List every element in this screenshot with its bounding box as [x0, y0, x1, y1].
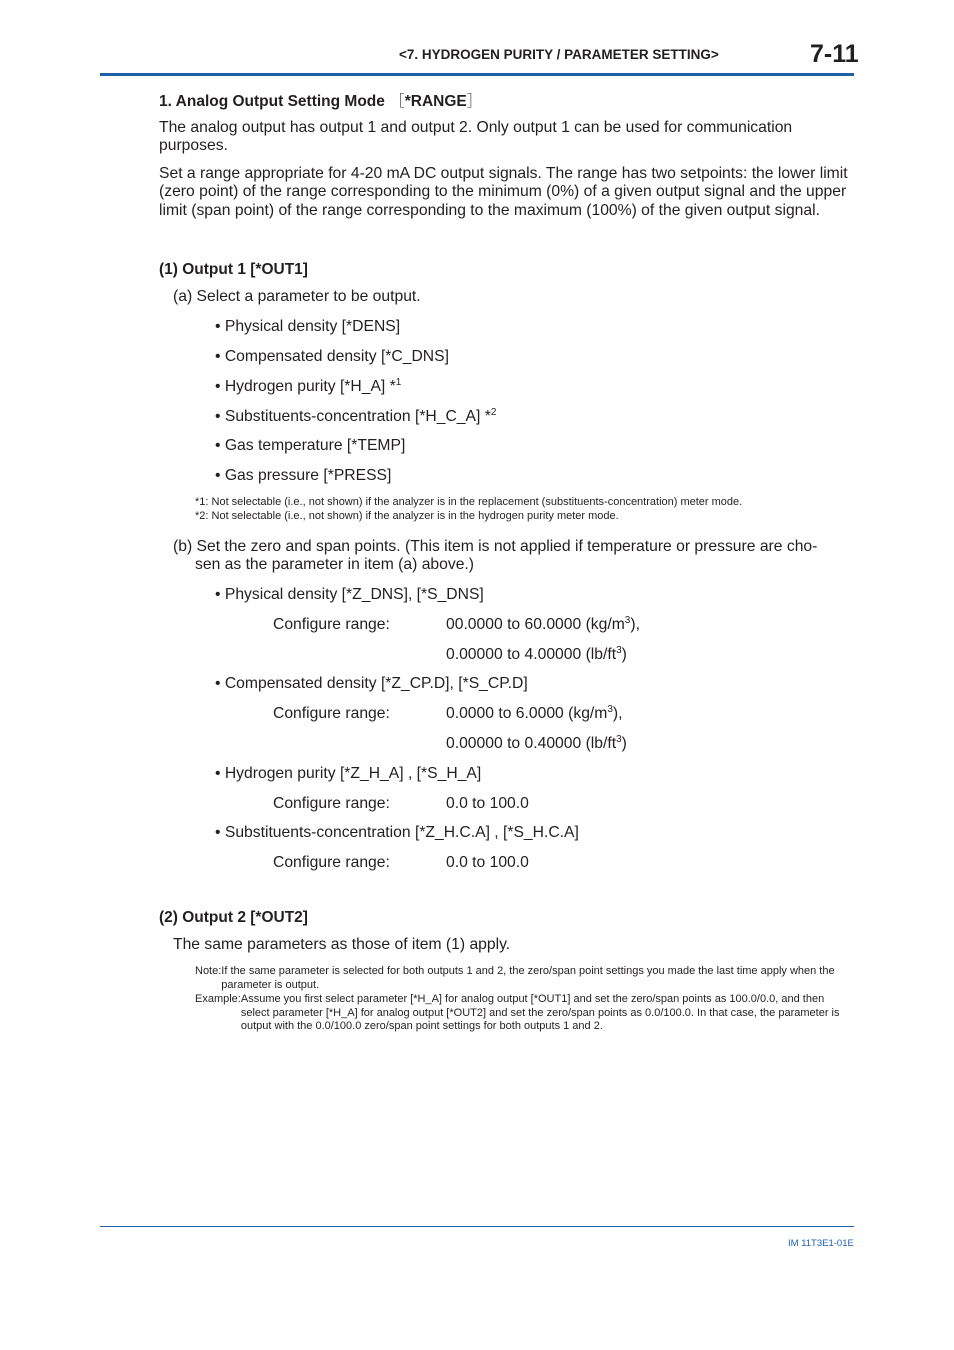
range-param-hydrogen-purity: • Hydrogen purity [*Z_H_A] , [*S_H_A]	[215, 765, 482, 782]
section-heading	[159, 89, 482, 111]
param-substituents-concentration-text: • Substituents-concentration [*H_C_A] *	[215, 408, 491, 425]
range-value-text: 0.00000 to 0.40000 (lb/ft	[446, 735, 617, 752]
unit-exponent: 3	[624, 614, 631, 626]
heading-bracket-open: ［	[389, 93, 405, 110]
example-label: Example:	[195, 993, 241, 1005]
range-value-text: 0.0000 to 6.0000 (kg/m	[446, 705, 608, 722]
unit-exponent: 3	[607, 703, 613, 715]
param-hydrogen-purity-text: • Hydrogen purity [*H_A] *	[215, 378, 396, 395]
footnote-ref-2: 2	[490, 406, 497, 418]
range-value-text: 0.00000 to 4.00000 (lb/ft	[446, 646, 617, 663]
output2-heading: (2) Output 2 [*OUT2]	[159, 909, 308, 926]
intro-paragraph-2: Set a range appropriate for 4-20 mA DC output signals. The range has two setpoints: the lower limit (zero point) of the range corresponding to the minimum (0%) of a given output signal and the upper limit (span point) of the range corresponding to the maximum (100%) of the given output signal.	[159, 165, 848, 219]
note-label: Note:	[195, 965, 222, 977]
header-rule	[100, 73, 854, 76]
range-value	[446, 646, 627, 664]
output1-heading: (1) Output 1 [*OUT1]	[159, 261, 308, 278]
range-value-suffix: ),	[612, 705, 623, 722]
range-value	[446, 735, 627, 753]
param-gas-pressure: • Gas pressure [*PRESS]	[215, 467, 392, 484]
section-heading-text: 1. Analog Output Setting Mode	[159, 93, 385, 110]
intro-paragraph-1: The analog output has output 1 and output 2. Only output 1 can be used for communication purposes.	[159, 119, 793, 155]
output2-text: The same parameters as those of item (1) apply.	[173, 936, 511, 953]
range-value	[446, 616, 640, 634]
range-value	[446, 705, 623, 723]
output1-item-b-line1: (b) Set the zero and span points. (This item is not applied if temperature or pressure are cho-	[173, 538, 818, 555]
param-gas-temperature: • Gas temperature [*TEMP]	[215, 437, 406, 454]
param-hydrogen-purity	[215, 378, 401, 396]
unit-exponent: 3	[616, 733, 622, 745]
output1-item-b-line2: sen as the parameter in item (a) above.)	[195, 556, 475, 573]
footnote-2: *2: Not selectable (i.e., not shown) if the analyzer is in the hydrogen purity meter mode.	[195, 510, 619, 522]
example-text: Assume you first select parameter [*H_A] for analog output [*OUT1] and set the zero/span points as 100.0/0.0, and then select parameter [*H_A] for analog output [*OUT2] and set the zero/span points as 0.0/100.0. In that case, the parameter is output with the 0.0/100.0 zero/span point settings for both outputs 1 and 2.	[240, 993, 840, 1033]
configure-range-label: Configure range:	[273, 616, 390, 633]
configure-range-label: Configure range:	[273, 854, 390, 871]
range-value-suffix: )	[621, 735, 627, 752]
note-text: If the same parameter is selected for both outputs 1 and 2, the zero/span point settings you made the last time apply when the parameter is output.	[221, 965, 835, 991]
footnote-ref-1: 1	[395, 376, 402, 388]
running-header: <7. HYDROGEN PURITY / PARAMETER SETTING>	[399, 47, 719, 62]
range-value: 0.0 to 100.0	[446, 795, 529, 812]
range-param-compensated-density: • Compensated density [*Z_CP.D], [*S_CP.D]	[215, 675, 528, 692]
document-id: IM 11T3E1-01E	[788, 1238, 854, 1249]
unit-exponent: 3	[616, 644, 622, 656]
output1-item-a: (a) Select a parameter to be output.	[173, 288, 421, 305]
range-param-physical-density: • Physical density [*Z_DNS], [*S_DNS]	[215, 586, 484, 603]
configure-range-label: Configure range:	[273, 795, 390, 812]
param-compensated-density: • Compensated density [*C_DNS]	[215, 348, 449, 365]
param-physical-density: • Physical density [*DENS]	[215, 318, 401, 335]
heading-code: *RANGE	[404, 93, 467, 110]
configure-range-label: Configure range:	[273, 705, 390, 722]
example-block	[195, 993, 850, 1034]
note-block	[195, 965, 850, 992]
footer-rule	[100, 1226, 854, 1227]
page-number: 7-11	[810, 40, 859, 68]
range-value: 0.0 to 100.0	[446, 854, 529, 871]
footnote-1: *1: Not selectable (i.e., not shown) if the analyzer is in the replacement (substituents-concentration) meter mode.	[195, 496, 743, 508]
range-value-suffix: ),	[630, 616, 640, 633]
param-substituents-concentration	[215, 408, 496, 426]
heading-bracket-close: ］	[466, 93, 483, 110]
range-value-suffix: )	[621, 646, 627, 663]
range-param-substituents-concentration: • Substituents-concentration [*Z_H.C.A] , [*S_H.C.A]	[215, 824, 579, 841]
range-value-text: 00.0000 to 60.0000 (kg/m	[446, 616, 625, 633]
